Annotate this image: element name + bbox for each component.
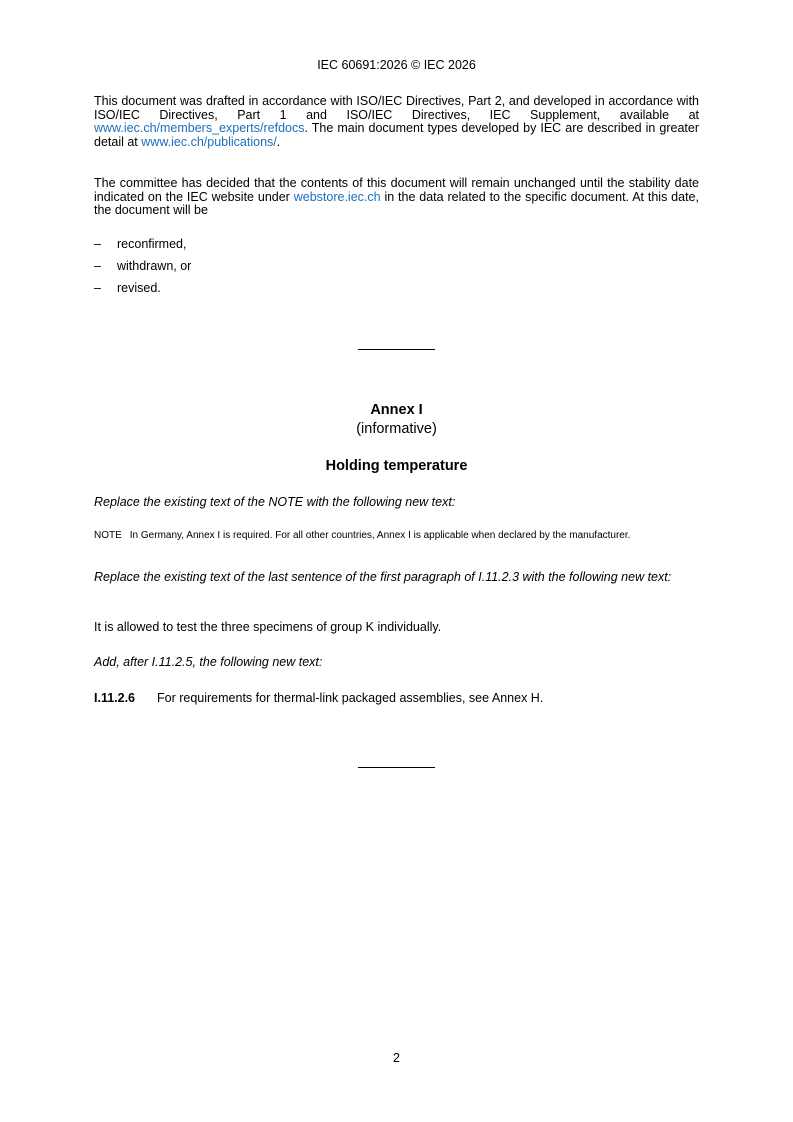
- list-item: [94, 280, 161, 296]
- list-item: [94, 258, 191, 274]
- note-text: In Germany, Annex I is required. For all other countries, Annex I is applicable when declared by the manufacturer.: [129, 530, 631, 541]
- clause-text: For requirements for thermal-link packaged assemblies, see Annex H.: [157, 691, 544, 705]
- clause-paragraph: [94, 692, 699, 706]
- drafting-text-start: This document was drafted in accordance with ISO/IEC Directives, Part 2, and developed in accordance with ISO/IEC Directives, Part 1 and ISO/IEC Directives, IEC Supplement, available at: [94, 94, 699, 122]
- page-header: IEC 60691:2026 © IEC 2026: [317, 58, 476, 72]
- instruction-replace-note: Replace the existing text of the NOTE with the following new text:: [94, 495, 456, 509]
- list-item-text: withdrawn, or: [117, 259, 192, 273]
- stability-text-end: in the data related to the specific document. At this date, the document will be: [94, 189, 699, 217]
- page-number: 2: [393, 1051, 400, 1065]
- clause-number: I.11.2.6: [94, 691, 136, 705]
- drafting-text-middle: . The main document types developed by IEC are described in greater detail at: [94, 121, 699, 149]
- stability-text-start: The committee has decided that the contents of this document will remain unchanged until the stability date indicated on the IEC website under: [94, 176, 699, 204]
- list-item-text: reconfirmed,: [117, 237, 187, 251]
- separator-rule: [358, 767, 435, 768]
- annex-subheading: (informative): [356, 421, 437, 437]
- annex-title: Holding temperature: [325, 458, 468, 474]
- annex-heading: Annex I: [370, 402, 423, 418]
- publications-link[interactable]: www.iec.ch/publications/: [141, 134, 277, 149]
- dash-bullet: –: [94, 237, 101, 251]
- stability-paragraph: [94, 177, 699, 218]
- note-label: NOTE: [94, 530, 122, 541]
- note-paragraph: [94, 530, 699, 543]
- dash-bullet: –: [94, 281, 101, 295]
- body-text: It is allowed to test the three specimens of group K individually.: [94, 620, 442, 634]
- list-item: [94, 236, 186, 252]
- instruction-replace-sentence: Replace the existing text of the last sentence of the first paragraph of I.11.2.3 with the following new text:: [94, 570, 672, 584]
- drafting-paragraph: [94, 95, 699, 149]
- dash-bullet: –: [94, 259, 101, 273]
- webstore-link[interactable]: webstore.iec.ch: [293, 189, 381, 204]
- instruction-add-clause: Add, after I.11.2.5, the following new text:: [94, 655, 323, 669]
- refdocs-link[interactable]: www.iec.ch/members_experts/refdocs: [94, 121, 305, 135]
- separator-rule: [358, 349, 435, 350]
- list-item-text: revised.: [117, 281, 161, 295]
- drafting-text-end: .: [276, 134, 281, 149]
